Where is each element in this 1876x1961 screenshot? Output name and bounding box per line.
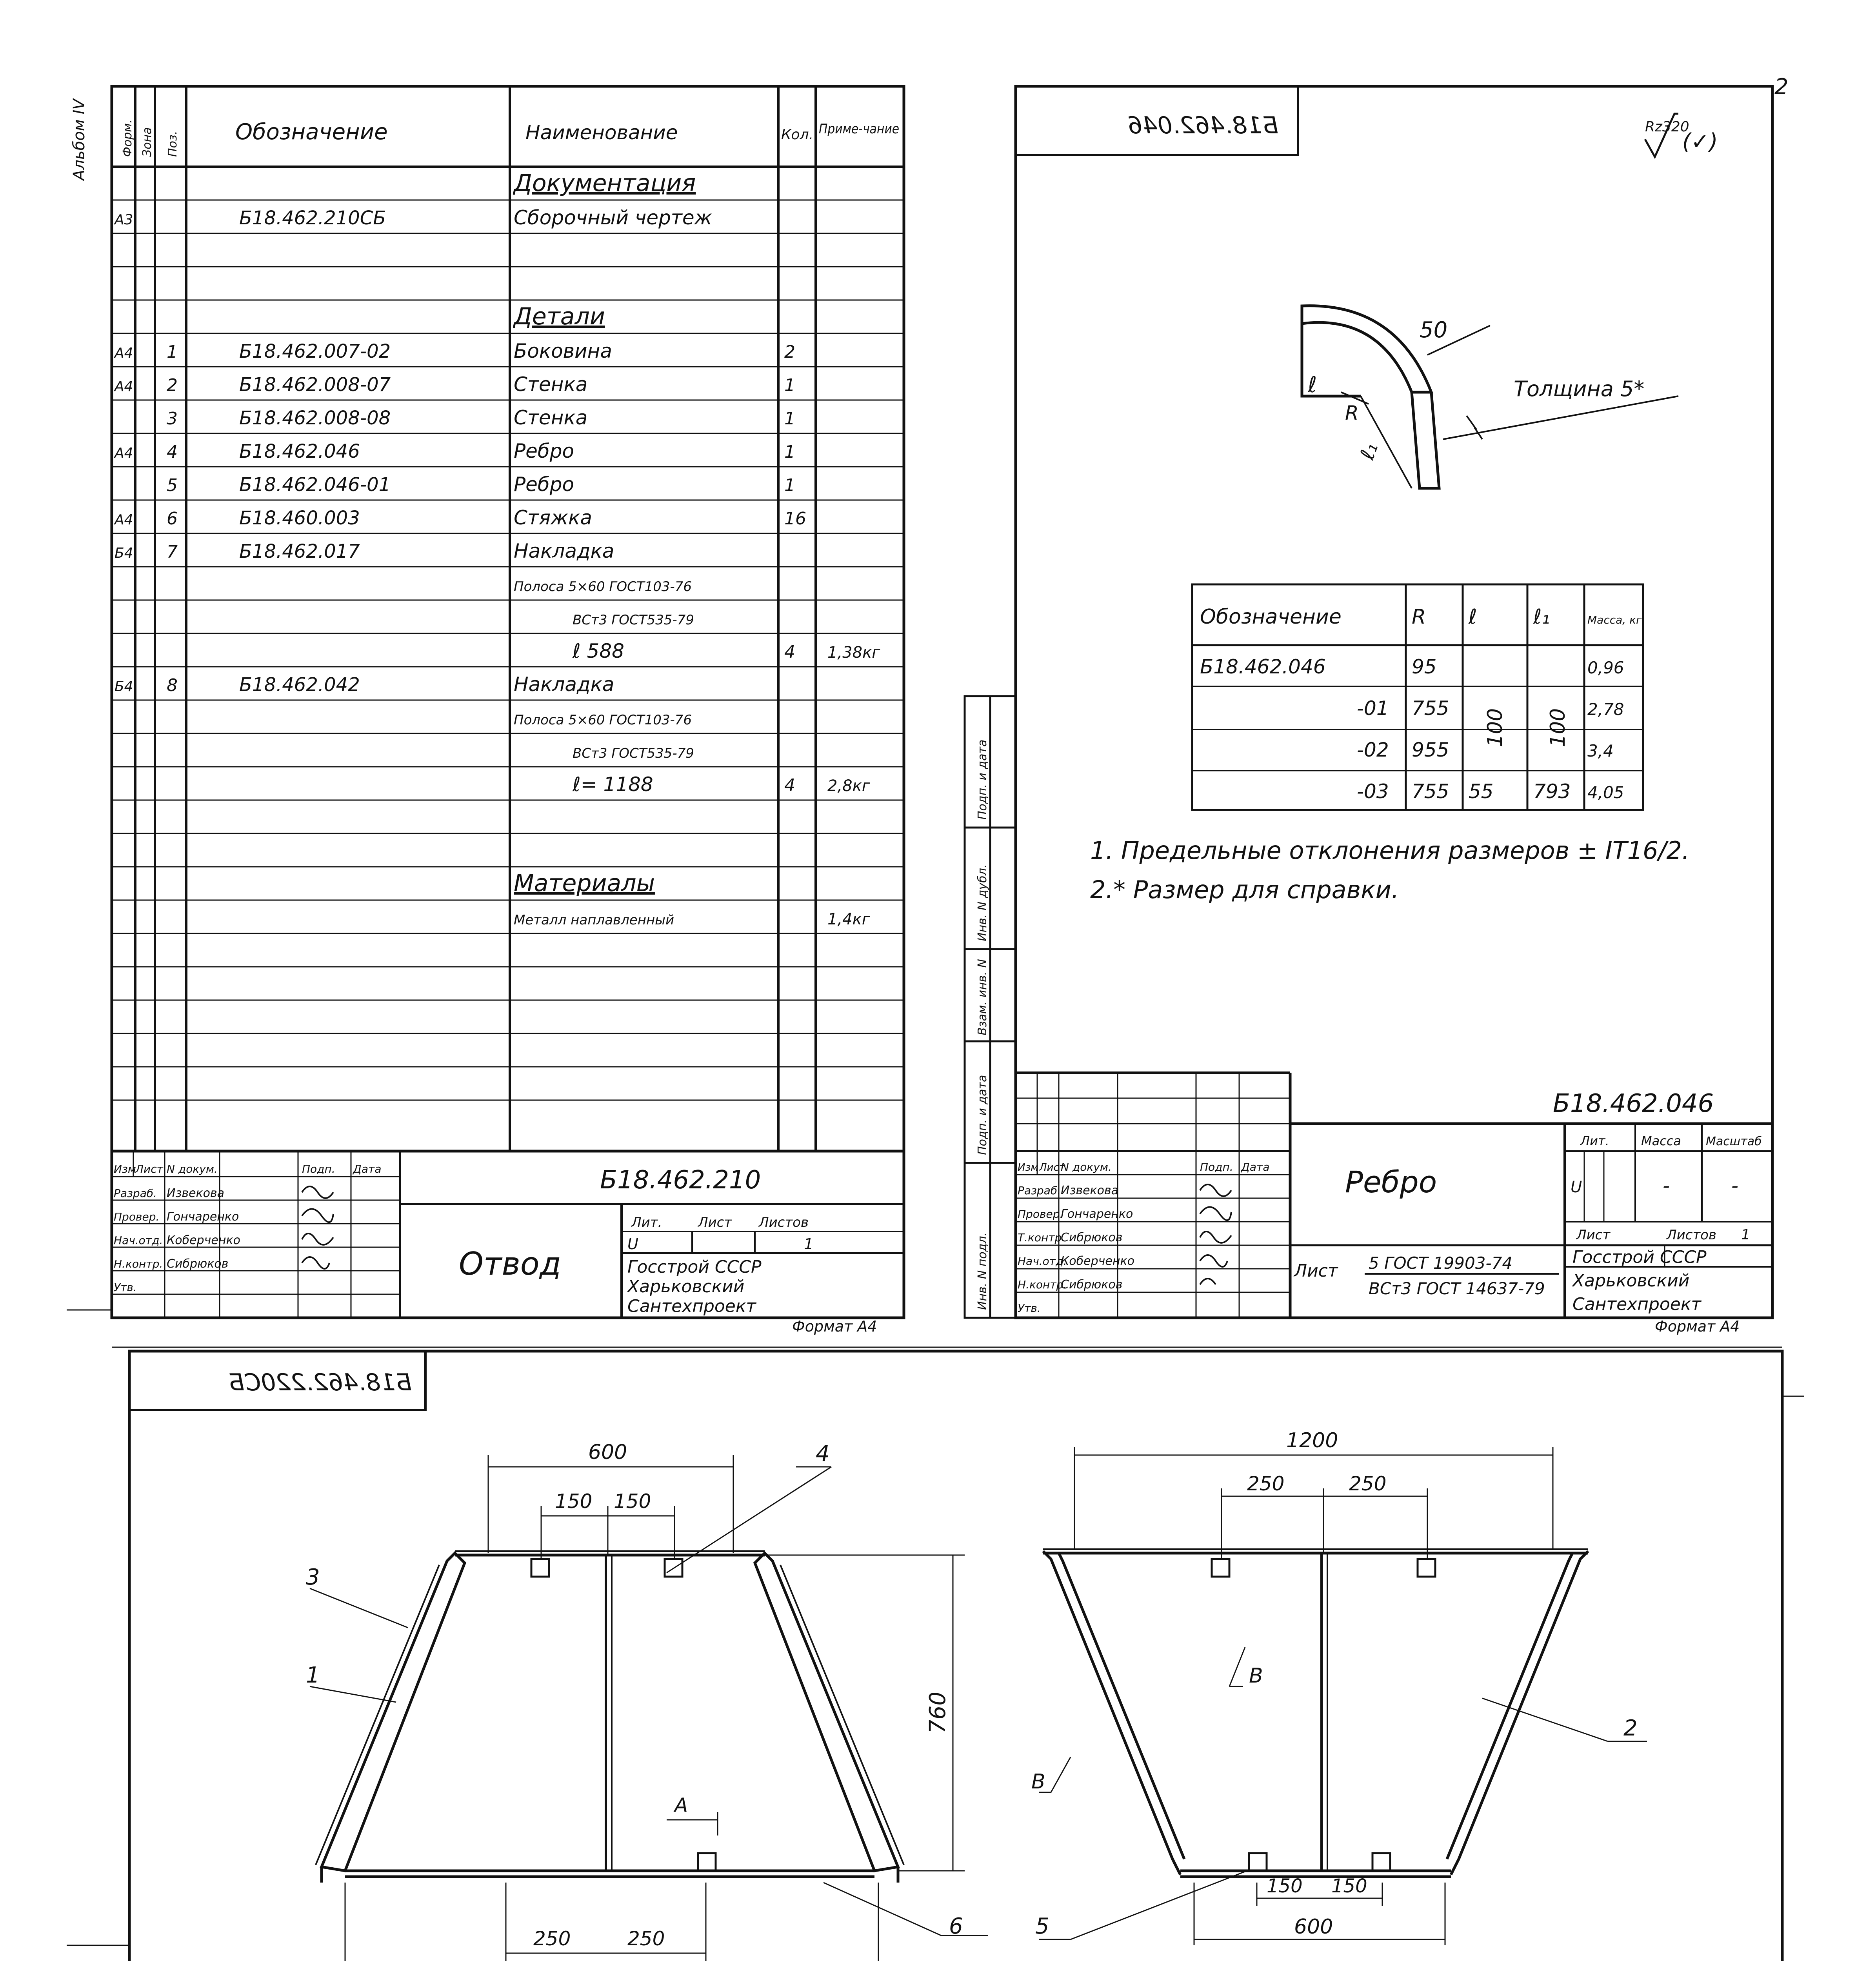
asm-pos-4: 4 (816, 1441, 830, 1466)
spec-row-format: A4 (115, 512, 133, 528)
spec-header-zone: Зона (140, 127, 154, 157)
side-dim-150b: 150 (1331, 1875, 1367, 1897)
spec-row-name: ВСт3 ГОСТ535-79 (573, 612, 694, 628)
rib-org-1: Госстрой СССР (1572, 1247, 1707, 1267)
rib-table-header: ℓ₁ (1533, 605, 1550, 629)
rib-tb-nkontr: Н.контр. (1018, 1278, 1067, 1291)
rib-table-cell: 55 (1469, 780, 1494, 803)
spec-row-qty: 4 (784, 775, 795, 795)
asm-side-view (1043, 1549, 1588, 1877)
spec-row-pos: 4 (167, 442, 178, 462)
asm-pos-1: 1 (306, 1663, 320, 1688)
spec-row-name: Стенка (514, 373, 588, 396)
stamp-podp-data: Подп. и дата (976, 1075, 989, 1155)
spec-tb-nachotd-name: Коберченко (167, 1233, 240, 1247)
spec-row-name: ℓ 588 (573, 640, 624, 662)
spec-title-block (112, 1151, 904, 1318)
rib-title: Ребро (1345, 1164, 1437, 1199)
spec-lit-label: Лит. (631, 1215, 662, 1230)
spec-row-designation: Б18.462.046-01 (239, 474, 391, 496)
stamp-vzam-inv: Взам. инв. N (976, 959, 989, 1035)
spec-row-qty: 1 (784, 375, 795, 395)
spec-tb-podp: Подп. (302, 1162, 335, 1175)
spec-row-name: Накладка (514, 673, 614, 696)
spec-tb-utv: Утв. (114, 1281, 137, 1294)
side-dim-250b: 250 (1349, 1472, 1387, 1495)
side-dim-150a: 150 (1267, 1875, 1303, 1897)
asm-sheet (129, 1351, 1782, 1961)
rib-format: Формат А4 (1655, 1318, 1740, 1335)
spec-row-name: Накладка (514, 540, 614, 562)
spec-header-pos: Поз. (166, 131, 180, 157)
front-cut-a-top: A (674, 1794, 688, 1817)
rib-dim-50: 50 (1420, 317, 1448, 343)
side-dim-600: 600 (1294, 1915, 1333, 1939)
spec-row-qty: 2 (784, 342, 795, 362)
asm-pos-3: 3 (306, 1564, 320, 1590)
spec-row-format: A3 (115, 212, 133, 228)
spec-row-name: Сборочный чертеж (514, 206, 712, 229)
spec-code: Б18.462.210 (600, 1166, 761, 1195)
rib-tb-ndokum: N докум. (1061, 1161, 1112, 1173)
rib-material-prefix: Лист (1294, 1261, 1338, 1281)
spec-row-qty: 4 (784, 642, 795, 662)
spec-row-name: Стяжка (514, 506, 592, 529)
rib-side-stamp (965, 696, 1016, 1318)
spec-row-designation: Б18.462.007-02 (239, 340, 391, 362)
rib-material-2: ВСт3 ГОСТ 14637-79 (1369, 1279, 1545, 1298)
spec-list-label: Лист (698, 1215, 732, 1230)
rib-lit-value: U (1571, 1178, 1582, 1196)
front-dim-600: 600 (588, 1441, 627, 1464)
page-number: 2 (1774, 74, 1789, 100)
spec-header-designation: Обозначение (235, 119, 388, 145)
stamp-podp-data-top: Подп. и дата (976, 739, 989, 820)
spec-row-name: ℓ= 1188 (573, 773, 653, 796)
rib-tb-utv: Утв. (1018, 1302, 1041, 1315)
asm-pos-2: 2 (1623, 1715, 1638, 1741)
rib-massa-value: - (1663, 1174, 1670, 1197)
front-dim-760: 760 (925, 1692, 951, 1734)
rib-masshtab-value: - (1731, 1174, 1739, 1197)
spec-row-designation: Б18.462.042 (239, 674, 360, 696)
rib-tb-prover: Провер. (1018, 1208, 1063, 1221)
spec-signatures (302, 1186, 333, 1269)
edge-marks (67, 1310, 1804, 1961)
rib-table-cell: 755 (1412, 697, 1449, 720)
spec-format: Формат А4 (792, 1318, 877, 1335)
spec-row-designation: Б18.462.210СБ (239, 207, 386, 229)
rib-sheet (965, 86, 1772, 1335)
spec-title: Отвод (459, 1246, 561, 1282)
spec-org-2: Харьковский (627, 1277, 745, 1297)
spec-header-note: Приме-чание (819, 121, 899, 137)
rib-table-cell: 793 (1533, 780, 1571, 803)
rib-material-1: 5 ГОСТ 19903-74 (1369, 1253, 1513, 1273)
rib-listov-value: 1 (1741, 1227, 1750, 1243)
rib-tb-prover-name: Гончаренко (1061, 1207, 1133, 1221)
rib-table-header: ℓ (1469, 605, 1477, 629)
rib-tb-list: Лист (1039, 1162, 1065, 1173)
rib-table-cell: -01 (1357, 697, 1389, 720)
rib-label-l: ℓ (1308, 372, 1317, 398)
rib-tb-razrab: Разраб. (1018, 1184, 1061, 1197)
rib-lit-label: Лит. (1580, 1133, 1609, 1148)
rib-roughness: Rz320 (1645, 119, 1689, 135)
stamp-inv-podl: Инв. N подл. (976, 1232, 989, 1310)
asm-front-view (316, 1551, 904, 1883)
rib-table-cell: 3,4 (1587, 741, 1614, 760)
rib-roughness-paren: (✓) (1682, 129, 1718, 155)
rib-tb-nkontr-name: Сибрюков (1061, 1278, 1123, 1292)
spec-tb-nachotd: Нач.отд. (114, 1234, 163, 1247)
rib-signatures (1200, 1184, 1231, 1284)
rib-code: Б18.462.046 (1553, 1089, 1714, 1118)
spec-row-designation: Б18.462.008-07 (239, 374, 391, 396)
spec-row-pos: 7 (167, 542, 178, 562)
spec-row-designation: Б18.462.017 (239, 540, 360, 562)
front-dim-250b: 250 (627, 1927, 665, 1950)
spec-row-name: Полоса 5×60 ГОСТ103-76 (514, 579, 692, 595)
side-cut-b-left: B (1031, 1770, 1045, 1794)
spec-sheet (112, 86, 904, 1335)
side-cut-b-right: B (1249, 1664, 1263, 1688)
rib-label-R: R (1345, 402, 1359, 424)
spec-row-pos: 6 (167, 509, 178, 529)
spec-row-name: Боковина (514, 340, 612, 362)
rib-table-cell: 755 (1412, 780, 1449, 803)
spec-row-format: A4 (115, 345, 133, 361)
rib-org-2: Харьковский (1572, 1271, 1690, 1291)
rib-label-l1: ℓ₁ (1355, 440, 1383, 463)
rib-table (1200, 605, 1642, 803)
rib-tb-podp: Подп. (1200, 1161, 1233, 1173)
front-dim-250a: 250 (533, 1927, 571, 1950)
asm-front-dims (310, 1455, 988, 1961)
rib-note-1: 1. Предельные отклонения размеров ± IT16/2. (1090, 836, 1690, 865)
rib-table-cell: 100 (1483, 708, 1507, 747)
spec-row-qty: 1 (784, 409, 795, 429)
spec-row-designation: Б18.460.003 (239, 507, 360, 529)
asm-code-mirrored: Б18.462.220СБ (228, 1369, 412, 1396)
rib-thickness: Толщина 5* (1514, 377, 1645, 401)
spec-row-format: Б4 (115, 545, 133, 561)
rib-tb-nachotd: Нач.отд. (1018, 1255, 1067, 1268)
rib-table-cell: 955 (1412, 739, 1449, 761)
rib-listov-label: Листов (1667, 1227, 1717, 1243)
spec-row-name: Ребро (514, 473, 574, 496)
rib-table-header: R (1412, 605, 1426, 629)
spec-row-format: Б4 (115, 679, 133, 695)
rib-tb-razrab-name: Извекова (1061, 1184, 1119, 1197)
rib-table-cell: 4,05 (1587, 783, 1624, 802)
spec-tb-razrab-name: Извекова (167, 1186, 225, 1200)
rib-table-cell: -03 (1357, 780, 1389, 803)
spec-tb-ndokum: N докум. (167, 1162, 218, 1175)
rib-table-cell: 95 (1412, 655, 1437, 678)
spec-lit-value: U (627, 1235, 638, 1253)
spec-tb-prover-name: Гончаренко (167, 1210, 239, 1224)
spec-tb-nkontr: Н.контр. (114, 1257, 163, 1270)
spec-tb-prover: Провер. (114, 1210, 160, 1223)
rib-code-mirrored: Б18.462.046 (1127, 112, 1278, 139)
rib-table-cell: -02 (1357, 739, 1389, 761)
rib-tb-nachotd-name: Коберченко (1061, 1254, 1134, 1268)
spec-row-format: A4 (115, 445, 133, 461)
rib-tb-tkontr: Т.контр. (1018, 1231, 1065, 1244)
spec-row-qty: 1 (784, 475, 795, 495)
rib-table-cell: 100 (1546, 708, 1570, 747)
rib-table-cell: 2,78 (1587, 700, 1624, 719)
spec-row-name: ВСт3 ГОСТ535-79 (573, 746, 694, 761)
spec-row-pos: 2 (167, 375, 178, 395)
album-label: Альбом IV (70, 99, 88, 180)
spec-header-format: Форм. (121, 119, 135, 157)
spec-listov-value: 1 (804, 1235, 814, 1253)
side-dim-250a: 250 (1247, 1472, 1285, 1495)
front-dim-150a: 150 (555, 1490, 593, 1513)
spec-header-name: Наименование (525, 121, 678, 144)
spec-tb-nkontr-name: Сибрюков (167, 1257, 229, 1271)
spec-org-3: Сантехпроект (627, 1296, 756, 1316)
rib-note-2: 2.* Размер для справки. (1090, 875, 1399, 904)
rib-table-header: Обозначение (1200, 605, 1342, 629)
spec-row-note: 1,4кг (827, 910, 870, 928)
spec-rows (114, 169, 880, 928)
spec-tb-razrab: Разраб. (114, 1187, 157, 1200)
spec-header-qty: Кол. (781, 127, 814, 143)
spec-section-title: Детали (514, 303, 605, 330)
spec-row-pos: 8 (167, 675, 178, 695)
spec-row-note: 1,38кг (827, 644, 880, 662)
spec-tb-list: Лист (135, 1162, 163, 1175)
spec-row-qty: 16 (784, 509, 806, 529)
front-dim-150b: 150 (614, 1490, 651, 1513)
spec-tb-data: Дата (353, 1162, 382, 1175)
rib-list-label: Лист (1576, 1227, 1611, 1243)
spec-row-pos: 1 (167, 342, 178, 362)
spec-row-pos: 3 (167, 409, 178, 429)
rib-table-header: Масса, кг (1587, 613, 1642, 626)
spec-section-title: Документация (514, 169, 696, 197)
spec-row-name: Ребро (514, 440, 574, 462)
asm-pos-6: 6 (949, 1914, 963, 1939)
spec-org-1: Госстрой СССР (627, 1257, 762, 1277)
rib-tb-data: Дата (1241, 1161, 1270, 1173)
rib-tb-tkontr-name: Сибрюков (1061, 1231, 1123, 1244)
asm-pos-5: 5 (1035, 1914, 1049, 1939)
side-dim-1200: 1200 (1286, 1429, 1338, 1452)
spec-row-format: A4 (115, 378, 133, 395)
spec-listov-label: Листов (759, 1215, 809, 1230)
spec-row-qty: 1 (784, 442, 795, 462)
spec-row-note: 2,8кг (827, 777, 870, 795)
rib-table-cell: 0,96 (1587, 658, 1624, 677)
rib-org-3: Сантехпроект (1572, 1294, 1701, 1314)
spec-row-pos: 5 (167, 475, 178, 495)
stamp-inv-dubl: Инв. N дубл. (976, 864, 989, 941)
rib-tb-izm: Изм (1018, 1162, 1038, 1173)
rib-masshtab-label: Масштаб (1706, 1135, 1762, 1148)
spec-row-designation: Б18.462.008-08 (239, 407, 391, 429)
spec-row-name: Полоса 5×60 ГОСТ103-76 (514, 712, 692, 728)
spec-section-title: Материалы (514, 870, 655, 897)
spec-tb-izm: Изм (114, 1162, 136, 1175)
rib-table-cell: Б18.462.046 (1200, 655, 1326, 678)
spec-row-name: Металл наплавленный (514, 912, 674, 928)
spec-row-name: Стенка (514, 406, 588, 429)
spec-row-designation: Б18.462.046 (239, 440, 360, 462)
rib-massa-label: Масса (1641, 1133, 1681, 1148)
